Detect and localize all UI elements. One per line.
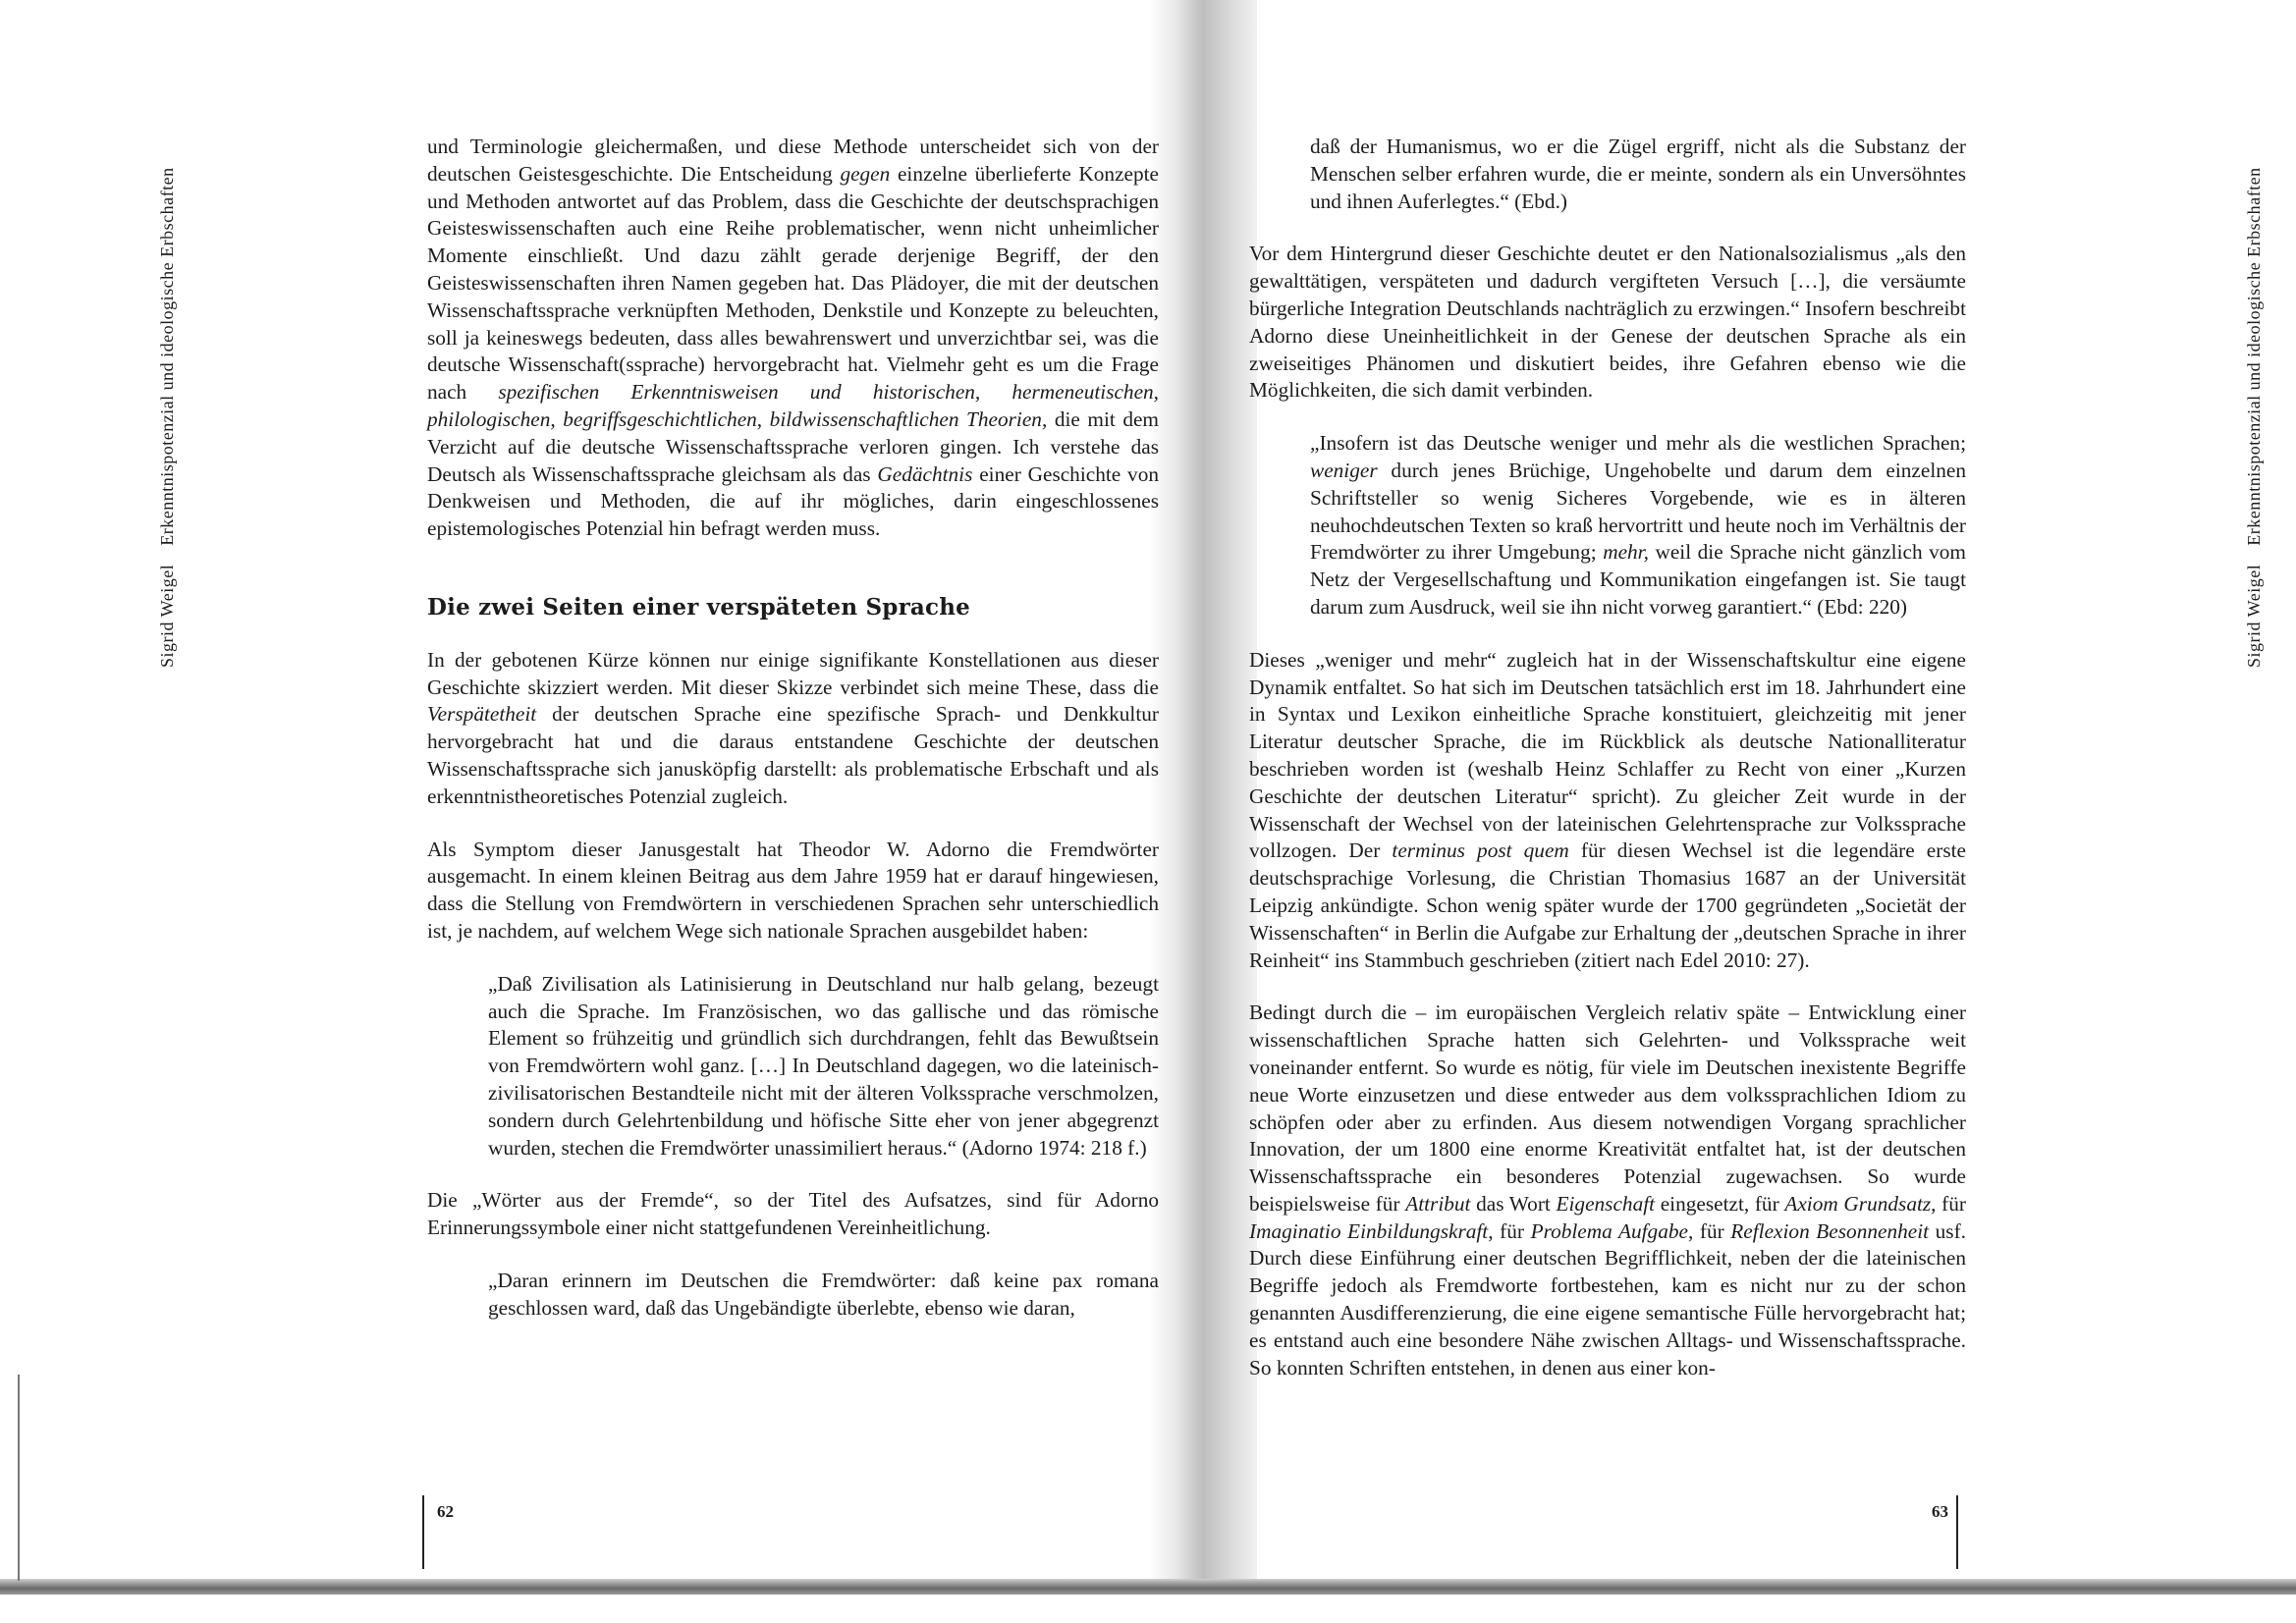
paragraph: Vor dem Hintergrund dieser Geschichte deutet er den Nationalsozialismus „als den gewalttätigen, verspäteten und dadurch vergifteten Versuch […], die versäumte bürgerliche Integration Deutschlands nachträglich zu erzwingen.“ Insofern beschreibt Adorno diese Uneinheitlichkeit in der Genese der deutschen Sprache als ein zweiseitiges Phänomen und diskutiert beides, ihre Gefahren ebenso wie die Möglichkeiten, die sich damit verbinden. bbox=[1249, 242, 1966, 403]
running-head-title: Erkenntnispotenzial und ideologische Erbschaften bbox=[157, 167, 177, 546]
paragraph: In der gebotenen Kürze können nur einige signifikante Konstellationen aus dieser Geschichte skizziert werden. Mit dieser Skizze verbindet sich meine These, dass die Verspätetheit der deutschen Sprache eine spezifische Sprach- und Denkkultur hervorgebracht hat und die daraus entstandene Geschichte der deutschen Wissenschaftssprache sich januskӧpfig darstellt: als problematische Erbschaft und als erkenntnistheoretisches Potenzial zugleich. bbox=[427, 647, 1159, 808]
scan-bottom-edge bbox=[0, 1579, 2296, 1595]
running-head-author: Sigrid Weigel bbox=[157, 564, 177, 668]
paragraph: Dieses „weniger und mehr“ zugleich hat in der Wissenschaftskultur eine eigene Dynamik entfaltet. So hat sich im Deutschen tatsächlich erst im 18. Jahrhundert eine in Syntax und Lexikon einheitliche Sprache konstituiert, gleichzeitig mit jener Literatur deutscher Sprache, die im Rückblick als deutsche Nationalliteratur beschrieben worden ist (weshalb Heinz Schlaffer zu Recht von einer „Kurzen Geschichte der deutschen Literatur“ spricht). Zu gleicher Zeit wurde in der Wissenschaft der Wechsel von der lateinischen Gelehrtensprache zur Volkssprache vollzogen. Der terminus post quem für diesen Wechsel ist die legendäre erste deutschsprachige Vorlesung, die Christian Thomasius 1687 an der Universität Leipzig ankündigte. Schon wenig später wurde der 1700 gegründeten „Societät der Wissenschaften“ in Berlin die Aufgabe zur Erhaltung der „deutschen Sprache in ihrer Reinheit“ ins Stammbuch geschrieben (zitiert nach Edel 2010: 27). bbox=[1249, 647, 1966, 972]
page-number-rule bbox=[1956, 1495, 1958, 1569]
paragraph: Als Symptom dieser Janusgestalt hat Theodor W. Adorno die Fremdwörter ausgemacht. In einem kleinen Beitrag aus dem Jahre 1959 hat er darauf hingewiesen, dass die Stellung von Fremdwörtern in verschiedenen Sprachen sehr unterschiedlich ist, je nachdem, auf welchem Wege sich nationale Sprachen ausgebildet haben: bbox=[427, 837, 1159, 943]
scan-edge-line bbox=[18, 1375, 20, 1581]
block-quote-continuation: daß der Humanismus, wo er die Zügel ergriff, nicht als die Substanz der Menschen selber erfahren wurde, die er meinte, sondern als ein Unversöhntes und ihnen Auferlegtes.“ (Ebd.) bbox=[1310, 135, 1966, 213]
paragraph: Bedingt durch die – im europäischen Vergleich relativ späte – Entwicklung einer wissenschaftlichen Sprache hatten sich Gelehrten- und Volkssprache weit voneinander entfernt. So wurde es nötig, für viele im Deutschen inexistente Begriffe neue Worte einzusetzen und diese entweder aus dem volkssprachlichen Idiom zu schöpfen oder aber zu erfinden. Aus diesem notwendigen Vorgang sprachlicher Innovation, der um 1800 eine enorme Kreativität entfaltet hat, ist der deutschen Wissenschaftssprache ein besonderes Potenzial zugewachsen. So wurde beispielsweise für Attribut das Wort Eigenschaft eingesetzt, für Axiom Grundsatz, für Imaginatio Einbildungskraft, für Problema Aufgabe, für Reflexion Besonnenheit usf. Durch diese Einführung einer deutschen Begrifflichkeit, neben der die lateinischen Begriffe jedoch als Fremdworte fortbestehen, kam es nicht nur zu der schon genannten Ausdifferenzierung, die eine eigene semantische Fülle hervorgebracht hat; es entstand auch eine besondere Nähe zwischen Alltags- und Wissenschaftssprache. So konnten Schriften entstehen, in denen aus einer kon- bbox=[1249, 1001, 1966, 1380]
block-quote: „Daß Zivilisation als Latinisierung in Deutschland nur halb gelang, bezeugt auch die Sprache. Im Französischen, wo das gallische und das römische Element so frühzeitig und gründlich sich durchdrangen, fehlt das Bewußtsein von Fremdwörtern wohl ganz. […] In Deutschland dagegen, wo die lateinisch-zivilisatorischen Bestandteile nicht mit der älteren Volkssprache verschmolzen, sondern durch Gelehrtenbildung und höfische Sitte eher von jener abgegrenzt wurden, stechen die Fremdwörter unassimiliert heraus.“ (Adorno 1974: 218 f.) bbox=[488, 971, 1159, 1160]
paragraph: und Terminologie gleichermaßen, und diese Methode unterscheidet sich von der deutschen Geistesgeschichte. Die Entscheidung gegen einzelne überlieferte Konzepte und Methoden antwortet auf das Problem, dass die Geschichte der deutschsprachigen Geisteswissenschaften auch eine Reihe problematischer, wenn nicht unheimlicher Momente einschließt. Und dazu zählt gerade derjenige Begriff, der den Geisteswissenschaften ihren Namen gegeben hat. Das Plädoyer, die mit der deutschen Wissenschaftssprache verknüpften Methoden, Denkstile und Konzepte zu beleuchten, soll ja keineswegs bedeuten, dass alles bewahrenswert und unverzichtbar sei, was die deutsche Wissenschaft(ssprache) hervorgebracht hat. Vielmehr geht es um die Frage nach spezifischen Erkenntnisweisen und historischen, hermeneutischen, philologischen, begriffsgeschichtlichen, bildwissenschaftlichen Theorien, die mit dem Verzicht auf die deutsche Wissenschaftssprache verloren gingen. Ich verstehe das Deutsch als Wissenschaftssprache gleichsam als das Gedächtnis einer Geschichte von Denkweisen und Methoden, die auf ihr mögliches, darin eingeschlossenes epistemologisches Potenzial hin befragt werden muss. bbox=[427, 135, 1160, 541]
block-quote: „Insofern ist das Deutsche weniger und mehr als die westlichen Sprachen; weniger durch jenes Brüchige, Ungehobelte und darum dem einzelnen Schriftsteller so wenig Sicheres Vorgebende, wie es in älteren neuhochdeutschen Texten so kraß hervortritt und heute noch im Verhältnis der Fremdwörter zu ihrer Umgebung; mehr, weil die Sprache nicht gänzlich vom Netz der Vergesellschaftung und Kommunikation eingefangen ist. Sie taugt darum zum Ausdruck, weil sie ihn nicht vorweg garantiert.“ (Ebd: 220) bbox=[1310, 431, 1966, 619]
book-gutter-shadow bbox=[1149, 0, 1257, 1591]
page-number: 63 bbox=[1932, 1502, 1948, 1521]
running-head-title: Erkenntnispotenzial und ideologische Erbschaften bbox=[2244, 167, 2264, 546]
left-page-column bbox=[427, 134, 1159, 1322]
running-head-author: Sigrid Weigel bbox=[2244, 564, 2264, 668]
paragraph: Die „Wörter aus der Fremde“, so der Titel des Aufsatzes, sind für Adorno Erinnerungssymbole einer nicht stattgefundenen Vereinheitlichung. bbox=[427, 1188, 1159, 1240]
running-head-left bbox=[157, 167, 178, 668]
page-number: 62 bbox=[437, 1502, 454, 1521]
running-head-right bbox=[2244, 167, 2265, 668]
section-heading: Die zwei Seiten einer verspäteten Sprache bbox=[427, 593, 970, 621]
right-page-column bbox=[1249, 134, 1966, 1381]
block-quote: „Daran erinnern im Deutschen die Fremdwörter: daß keine pax romana geschlossen ward, daß das Ungebändigte überlebte, ebenso wie daran, bbox=[488, 1268, 1159, 1320]
page-number-rule bbox=[422, 1495, 424, 1569]
